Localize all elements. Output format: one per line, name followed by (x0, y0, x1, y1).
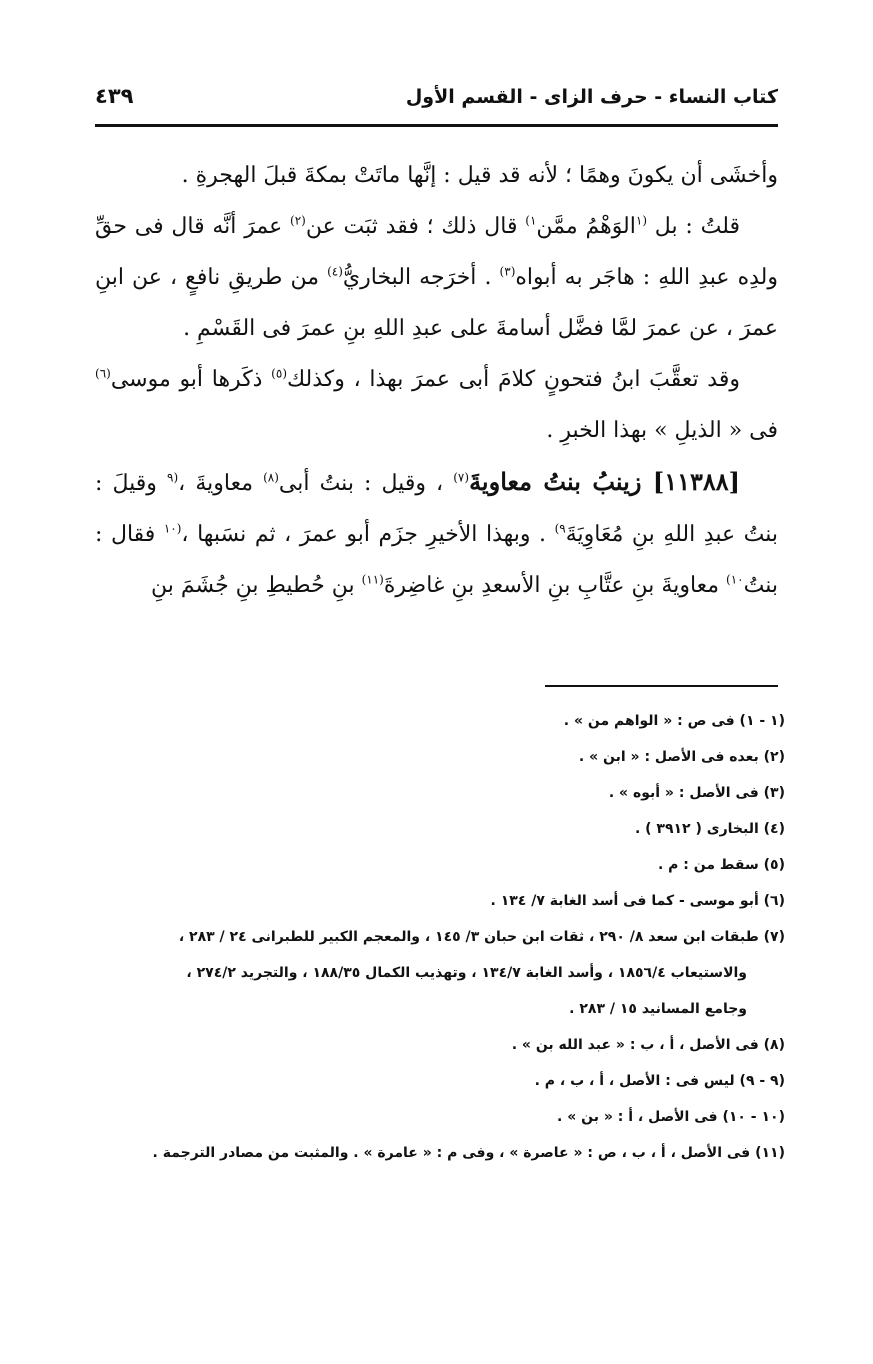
footnote-marker: (٦) (95, 366, 111, 381)
footnote-marker: (١٠ (163, 521, 182, 536)
text-span: من طريقِ نافعٍ ، عن ابنِ عمرَ ، عن عمرَ لمَّا فضَّل أسامةَ على عبدِ اللهِ بنِ عمرَ فى القَسْمِ . (95, 265, 778, 341)
running-header (95, 82, 778, 116)
footnote-11: (١١) فى الأصل ، أ ، ب ، ص : « عاصرة » ، وفى م : « عامرة » . والمثبت من مصادر الترجمة . (152, 1145, 785, 1161)
text-span: . وبهذا الأخيرِ جزَم أبو عمرَ ، ثم نسَبها ، (181, 522, 555, 547)
footnote-marker: (٤) (327, 264, 343, 279)
footnote-6: (٦) أبو موسى - كما فى أسد الغابة ٧/ ١٣٤ . (490, 893, 785, 909)
paragraph-4 (95, 456, 778, 611)
footnote-7: (٧) طبقات ابن سعد ٨/ ٢٩٠ ، ثقات ابن حبان ٣/ ١٤٥ ، والمعجم الكبير للطبرانى ٢٤ / ٢٨٣ ، (178, 929, 785, 945)
paragraph-3 (95, 354, 778, 456)
page-number: ٤٣٩ (95, 84, 134, 108)
footnote-marker: (٩ (167, 470, 179, 485)
text-span: . أخرَجه البخاريُّ (342, 265, 500, 290)
text-span: قال ذلك ؛ فقد ثبَت عن (305, 214, 526, 239)
footnote-7-continued: وجامع المسانيد ١٥ / ٢٨٣ . (569, 1001, 747, 1017)
footnote-marker: (٢) (290, 213, 306, 228)
text-span: فى « الذيلِ » بهذا الخبرِ . (546, 418, 778, 443)
footnote-3: (٣) فى الأصل : « أبوه » . (608, 785, 785, 801)
text-span: معاويةَ بنِ عتَّابِ بنِ الأسعدِ بنِ غاضِرةَ (383, 573, 727, 598)
text-span: قلتُ : بل (647, 214, 740, 239)
footnote-marker: (١١) (361, 572, 384, 587)
text-span: وقد تعقَّبَ ابنُ فتحونٍ كلامَ أبى عمرَ بهذا ، وكذلك (287, 367, 740, 392)
footnote-marker: (١ (635, 213, 648, 228)
footnotes (95, 703, 785, 1171)
footnote-divider (545, 685, 778, 687)
header-divider (95, 124, 778, 127)
text-span: عمرَ أنَّه قال فى حقِّ ولدِه عبدِ اللهِ : هاجَر به أبواه (95, 214, 778, 290)
footnote-8: (٨) فى الأصل ، أ ، ب : « عبد الله بن » . (511, 1037, 785, 1053)
footnote-9: (٩ - ٩) ليس فى : الأصل ، أ ، ب ، م . (534, 1073, 785, 1089)
footnote-marker: (٨) (263, 470, 279, 485)
text-span: فقال : بنتُ (95, 522, 778, 598)
footnote-7-continued: والاستيعاب ١٨٥٦/٤ ، وأسد الغابة ١٣٤/٧ ، وتهذيب الكمال ١٨٨/٣٥ ، والتجريد ٢٧٤/٢ ، (186, 965, 747, 981)
footnote-1: (١ - ١) فى ص : « الواهم من » . (563, 713, 785, 729)
header-title: كتاب النساء - حرف الزاى - القسم الأول (405, 86, 778, 108)
main-text (95, 150, 778, 611)
footnote-marker: ١٠) (726, 572, 744, 587)
footnote-marker: (٣) (499, 264, 516, 279)
entry-heading: [١١٣٨٨] زينبُ بنتُ معاويةَ (469, 467, 741, 496)
text-span: الوَهْمُ ممَّن (536, 214, 636, 239)
footnote-marker: (٧) (453, 470, 470, 485)
footnote-4: (٤) البخارى ( ٣٩١٢ ) . (634, 821, 785, 837)
footnote-marker: ٩) (554, 521, 566, 536)
text-span: ذكَرها أبو موسى (110, 367, 272, 392)
footnote-2: (٢) بعده فى الأصل : « ابن » . (578, 749, 785, 765)
text-span: وقيلَ : بنتُ عبدِ اللهِ بنِ مُعَاوِيَةَ (95, 471, 778, 547)
footnote-marker: (٥) (271, 366, 287, 381)
paragraph-1: وأخشَى أن يكونَ وهمًا ؛ لأنه قد قيل : إنَّها ماتَتْ بمكةَ قبلَ الهجرةِ . (181, 163, 778, 188)
footnote-5: (٥) سقط من : م . (657, 857, 785, 873)
text-span: ، وقيل : بنتُ أبى (278, 471, 454, 496)
paragraph-2 (95, 201, 778, 354)
text-span: معاويةَ ، (178, 471, 264, 496)
footnote-10: (١٠ - ١٠) فى الأصل ، أ : « بن » . (557, 1109, 785, 1125)
text-span: بنِ حُطيطِ بنِ جُشَمَ بنِ (150, 573, 362, 598)
footnote-marker: ١) (525, 213, 537, 228)
